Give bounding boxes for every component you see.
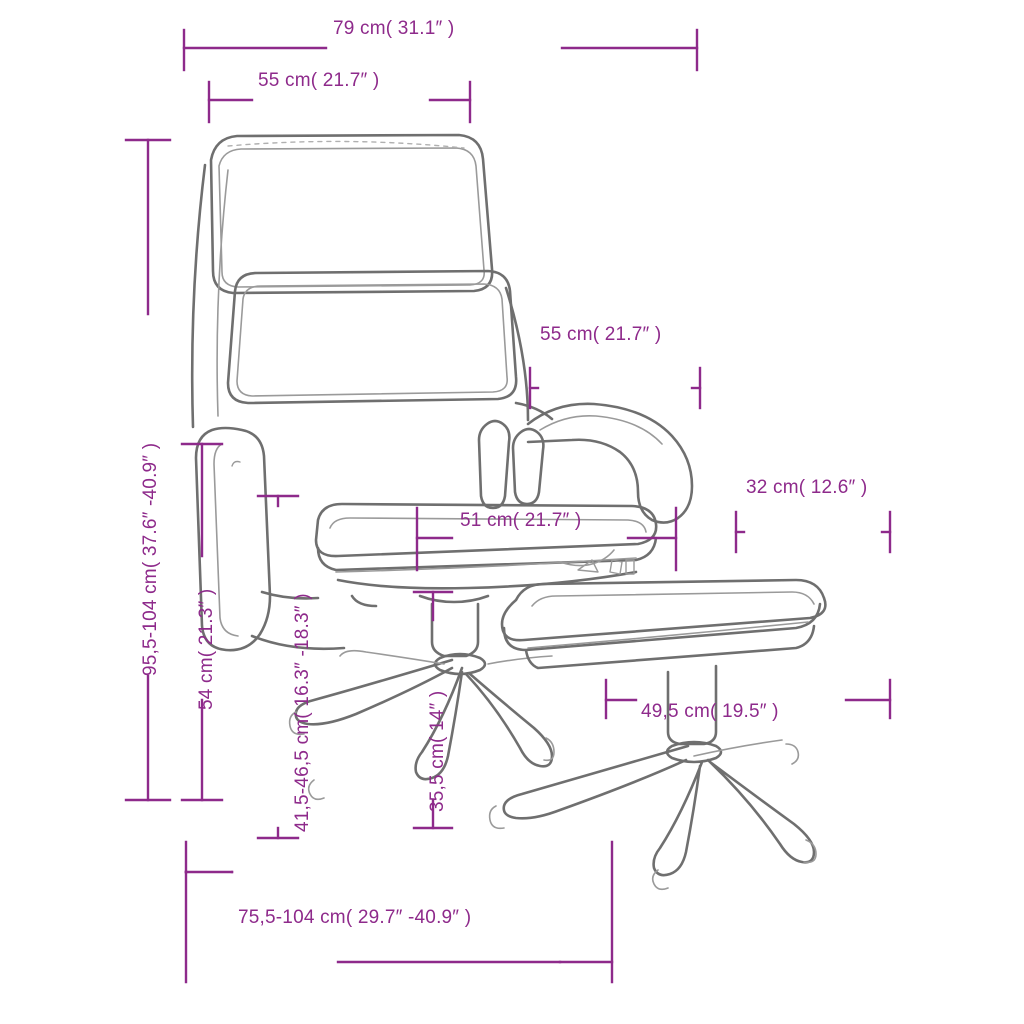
dim-label-total-height: 95,5-104 cm( 37.6″ -40.9″ ) bbox=[140, 442, 161, 676]
dim-label-overall-depth: 75,5-104 cm( 29.7″ -40.9″ ) bbox=[238, 907, 472, 928]
dim-label-backrest-height: 54 cm( 21.3″ ) bbox=[196, 588, 217, 710]
dim-label-overall-width: 79 cm( 31.1″ ) bbox=[333, 18, 455, 39]
dim-label-seat-depth-top: 55 cm( 21.7″ ) bbox=[540, 324, 662, 345]
dim-label-seat-width: 51 cm( 21.7″ ) bbox=[460, 510, 582, 531]
dim-label-footstool-depth: 32 cm( 12.6″ ) bbox=[746, 477, 868, 498]
dim-label-footstool-width: 49,5 cm( 19.5″ ) bbox=[641, 701, 779, 722]
dim-label-footstool-height: 35,5 cm( 14″ ) bbox=[427, 690, 448, 812]
dim-label-seat-height: 41,5-46,5 cm( 16.3″ -18.3″ ) bbox=[292, 593, 313, 832]
dim-label-backrest-width: 55 cm( 21.7″ ) bbox=[258, 70, 380, 91]
